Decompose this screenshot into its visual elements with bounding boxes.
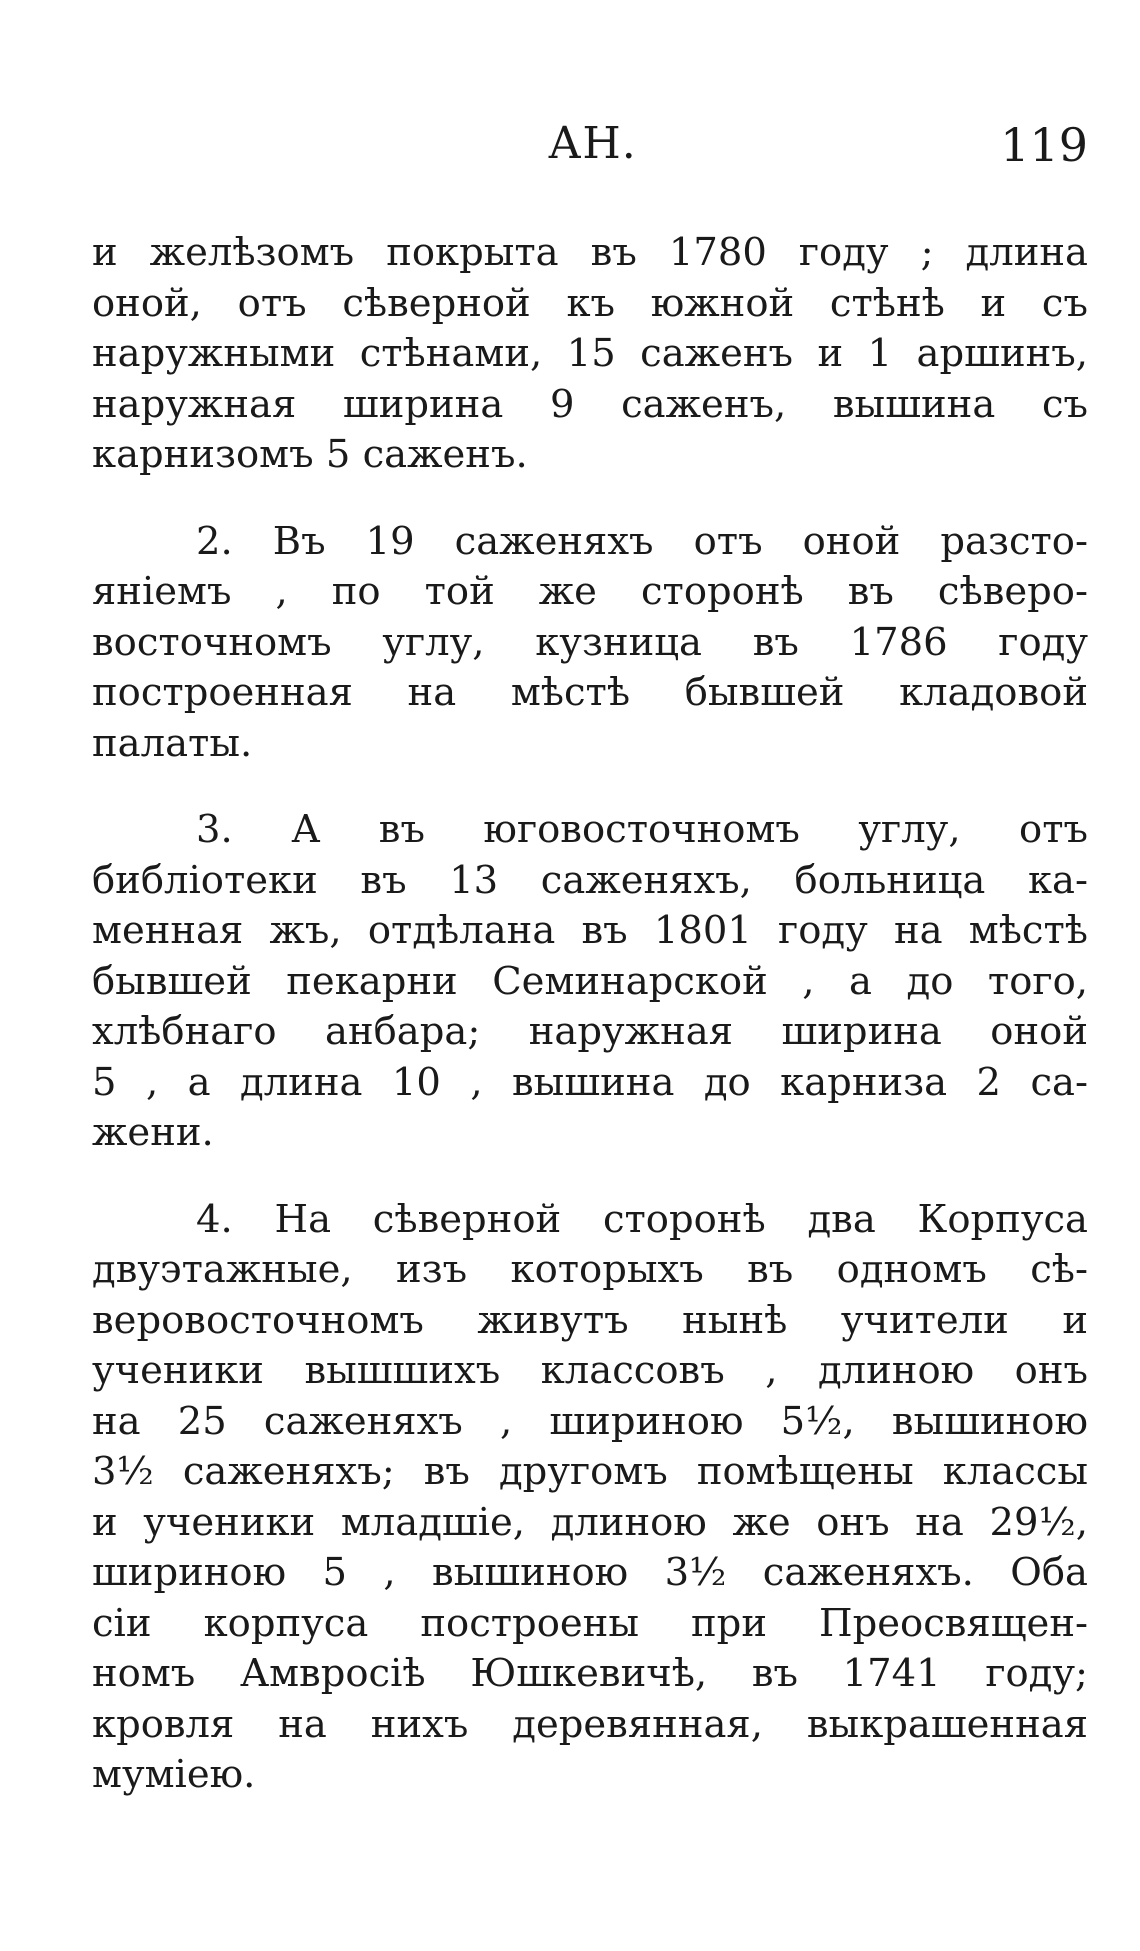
- text-line: на 25 саженяхъ , шириною 5½, вышиною: [92, 1398, 1088, 1444]
- text-line: менная жъ, отдѣлана въ 1801 году на мѣстѣ: [92, 908, 1088, 953]
- text-line: яніемъ , по той же сторонѣ въ сѣверо-: [92, 569, 1088, 614]
- paragraph-4: [92, 1195, 1088, 1801]
- text-line: и ученики младшіе, длиною же онъ на 29½,: [92, 1499, 1088, 1545]
- text-line: палаты.: [92, 720, 253, 766]
- running-head: АН.: [548, 118, 637, 169]
- text-line: номъ Амвросіѣ Юшкевичѣ, въ 1741 году;: [92, 1651, 1088, 1696]
- text-line: муміею.: [92, 1752, 256, 1797]
- text-line: хлѣбнаго анбара; наружная ширина оной: [92, 1009, 1088, 1054]
- page-number: 119: [1000, 118, 1088, 172]
- text-line: шириною 5 , вышиною 3½ саженяхъ. Оба: [92, 1550, 1088, 1595]
- text-line: 3. А въ юговосточномъ углу, отъ: [196, 807, 1088, 852]
- text-line: 4. На сѣверной сторонѣ два Корпуса: [196, 1196, 1088, 1242]
- text-line: кровля на нихъ деревянная, выкрашенная: [92, 1701, 1088, 1747]
- text-line: сіи корпуса построены при Преосвящен-: [92, 1600, 1088, 1646]
- text-line: карнизомъ 5 саженъ.: [92, 432, 528, 477]
- paragraph-3: [92, 805, 1088, 1159]
- paragraph-2: [92, 517, 1088, 770]
- text-line: восточномъ углу, кузница въ 1786 году: [92, 619, 1088, 665]
- text-line: и желѣзомъ покрыта въ 1780 году ; длина: [92, 230, 1088, 275]
- text-line: 3½ саженяхъ; въ другомъ помѣщены классы: [92, 1449, 1088, 1494]
- text-line: наружная ширина 9 саженъ, вышина съ: [92, 381, 1088, 427]
- body-text: [92, 228, 1088, 1801]
- text-line: бывшей пекарни Семинарской , а до того,: [92, 958, 1088, 1004]
- text-line: двуэтажные, изъ которыхъ въ одномъ сѣ-: [92, 1247, 1088, 1292]
- text-line: жени.: [92, 1110, 214, 1155]
- text-line: оной, отъ сѣверной къ южной стѣнѣ и съ: [92, 280, 1088, 326]
- text-line: построенная на мѣстѣ бывшей кладовой: [92, 670, 1088, 715]
- text-line: библіотеки въ 13 саженяхъ, больница ка-: [92, 857, 1088, 903]
- text-line: ученики вышшихъ классовъ , длиною онъ: [92, 1348, 1088, 1393]
- paragraph-1: [92, 228, 1088, 481]
- text-line: 2. Въ 19 саженяхъ отъ оной разсто-: [196, 518, 1088, 564]
- text-line: 5 , а длина 10 , вышина до карниза 2 са-: [92, 1059, 1088, 1105]
- page-header: [0, 118, 1140, 178]
- text-line: веровосточномъ живутъ нынѣ учители и: [92, 1297, 1088, 1343]
- text-line: наружными стѣнами, 15 саженъ и 1 аршинъ,: [92, 331, 1088, 376]
